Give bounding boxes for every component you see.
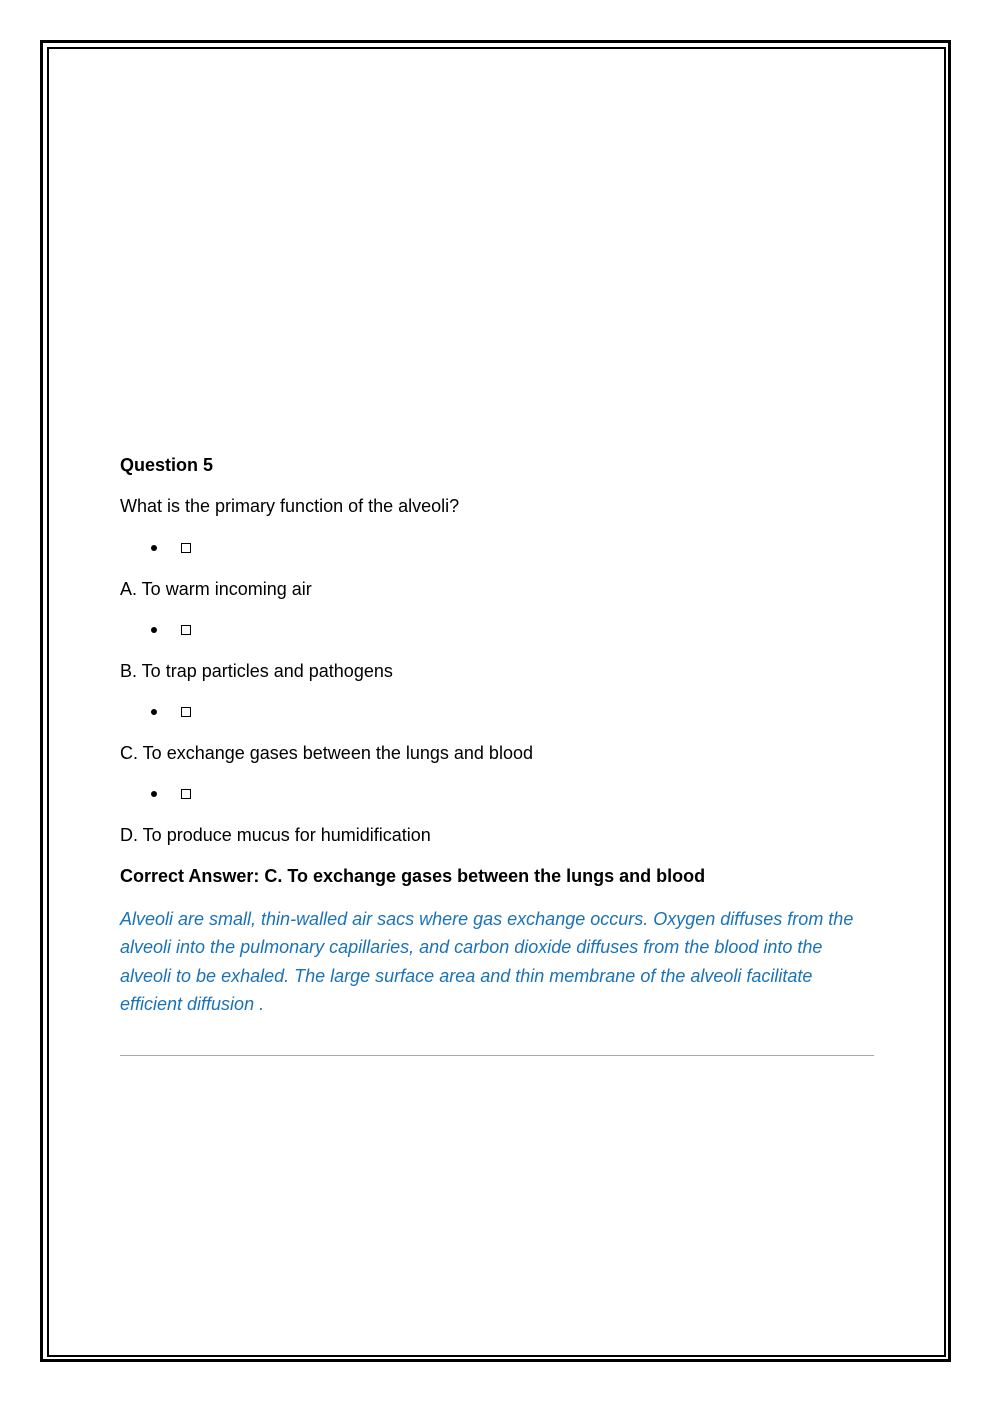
bullet-dot-icon [151, 545, 157, 551]
checkbox-icon[interactable] [181, 789, 191, 799]
option-c: C. To exchange gases between the lungs and blood [120, 743, 533, 763]
checkbox-icon[interactable] [181, 707, 191, 717]
bullet-dot-icon [151, 709, 157, 715]
checkbox-icon[interactable] [181, 543, 191, 553]
option-b: B. To trap particles and pathogens [120, 661, 393, 681]
option-a-bullet [120, 536, 874, 560]
section-divider [120, 1055, 874, 1056]
option-d-bullet [120, 782, 874, 806]
option-b-bullet [120, 618, 874, 642]
question-text: What is the primary function of the alveoli? [120, 496, 460, 516]
question-title: Question 5 [120, 455, 214, 475]
answer-explanation: Alveoli are small, thin-walled air sacs where gas exchange occurs. Oxygen diffuses from the alveoli into the pulmonary capillaries, and carbon dioxide diffuses from the blood into the alveoli to be exhaled. The large surface area and thin membrane of the alveoli facilitate efficient diffusion . [120, 909, 854, 1014]
checkbox-icon[interactable] [181, 625, 191, 635]
option-c-bullet [120, 700, 874, 724]
bullet-dot-icon [151, 627, 157, 633]
bullet-dot-icon [151, 791, 157, 797]
option-a: A. To warm incoming air [120, 579, 312, 599]
option-d: D. To produce mucus for humidification [120, 825, 431, 845]
correct-answer: Correct Answer: C. To exchange gases between the lungs and blood [120, 866, 706, 886]
question-block [120, 453, 874, 1018]
